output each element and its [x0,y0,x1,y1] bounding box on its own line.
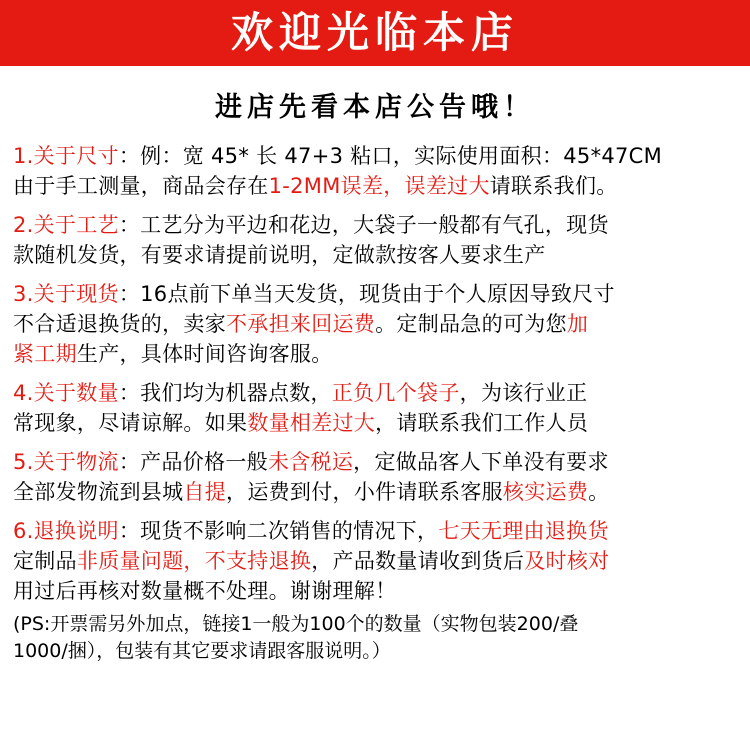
notice-item-stock [13,279,745,369]
body-text: ，为该行业正 [459,381,588,405]
body-text: ：我们均为机器点数， [118,381,332,405]
notice-line [13,378,745,408]
highlight-text: 不承担来回运费 [226,312,376,336]
body-text: 全部发物流到县城 [13,480,184,504]
notice-line [13,546,745,576]
header-banner [0,0,750,66]
notice-line [13,339,745,369]
body-text: 由于手工测量，商品会存在 [13,174,269,198]
body-text: 定制品 [13,549,77,573]
body-text: ：现货不影响二次销售的情况下， [118,519,439,543]
notice-line [13,576,745,606]
body-text: 用过后再核对数量概不处理。谢谢理解！ [13,579,397,603]
notice-title: 进店先看本店公告哦！ [215,92,535,123]
highlight-text: 七天无理由退换货 [438,519,609,543]
highlight-text: 非质量问题，不支持退换 [76,549,312,573]
body-text: 。 [588,480,610,504]
ps-note [13,611,745,665]
ps-line: (PS:开票需另外加点，链接1一般为100个的数量（实物包装200/叠 [13,613,579,635]
notice-line [13,408,745,438]
highlight-text: 正负几个袋子 [331,381,460,405]
highlight-text: 未含税运 [267,450,354,474]
highlight-text: 1.关于尺寸 [13,144,119,168]
highlight-text: 4.关于数量 [13,381,119,405]
banner-title: 欢迎光临本店 [230,8,519,57]
body-text: ，运费到付，小件请联系客服 [226,480,503,504]
highlight-text: 6.退换说明 [13,519,119,543]
body-text: ：例：宽 45* 长 47+3 粘口，实际使用面积：45*47CM [118,144,663,168]
body-text: ：工艺分为平边和花边，大袋子一般都有气孔，现货 [118,213,609,237]
notice-line [13,141,745,171]
highlight-text: 3.关于现货 [13,282,119,306]
ps-line: 1000/捆），包装有其它要求请跟客服说明。） [13,640,391,662]
body-text: 常现象，尽请谅解。如果 [13,411,248,435]
body-text: ，请联系我们工作人员 [375,411,589,435]
body-text: 。定制品急的可为您 [375,312,567,336]
notice-line [13,240,745,270]
notice-line [13,516,745,546]
notice-line [13,309,745,339]
highlight-text: 2.关于工艺 [13,213,119,237]
body-text: ，产品数量请收到货后 [311,549,525,573]
highlight-text: 核实运费 [502,480,589,504]
notice-item-size [13,141,745,201]
notice-line [13,171,745,201]
highlight-text: 加 [566,312,589,336]
highlight-text: 1-2MM误差，误差过大 [268,174,490,198]
notice-line [13,447,745,477]
body-text: 生产，具体时间咨询客服。 [76,342,333,366]
body-text: 不合适退换货的，卖家 [13,312,226,336]
body-text: ，定做品客人下单没有要求 [353,450,609,474]
notice-item-quantity [13,378,745,438]
notice-list [13,141,745,665]
notice-item-craft [13,210,745,270]
highlight-text: 紧工期 [13,342,77,366]
body-text: 请联系我们。 [489,174,618,198]
notice-item-logistics [13,447,745,507]
body-text: ：产品价格一般 [118,450,268,474]
notice-line [13,210,745,240]
highlight-text: 数量相差过大 [247,411,376,435]
body-text: 款随机发货，有要求请提前说明，定做款按客人要求生产 [13,243,546,267]
notice-item-returns [13,516,745,606]
highlight-text: 自提 [183,480,227,504]
notice-line [13,477,745,507]
highlight-text: 及时核对 [524,549,610,573]
highlight-text: 5.关于物流 [13,450,119,474]
notice-line [13,279,745,309]
body-text: ：16点前下单当天发货，现货由于个人原因导致尺寸 [118,282,615,306]
